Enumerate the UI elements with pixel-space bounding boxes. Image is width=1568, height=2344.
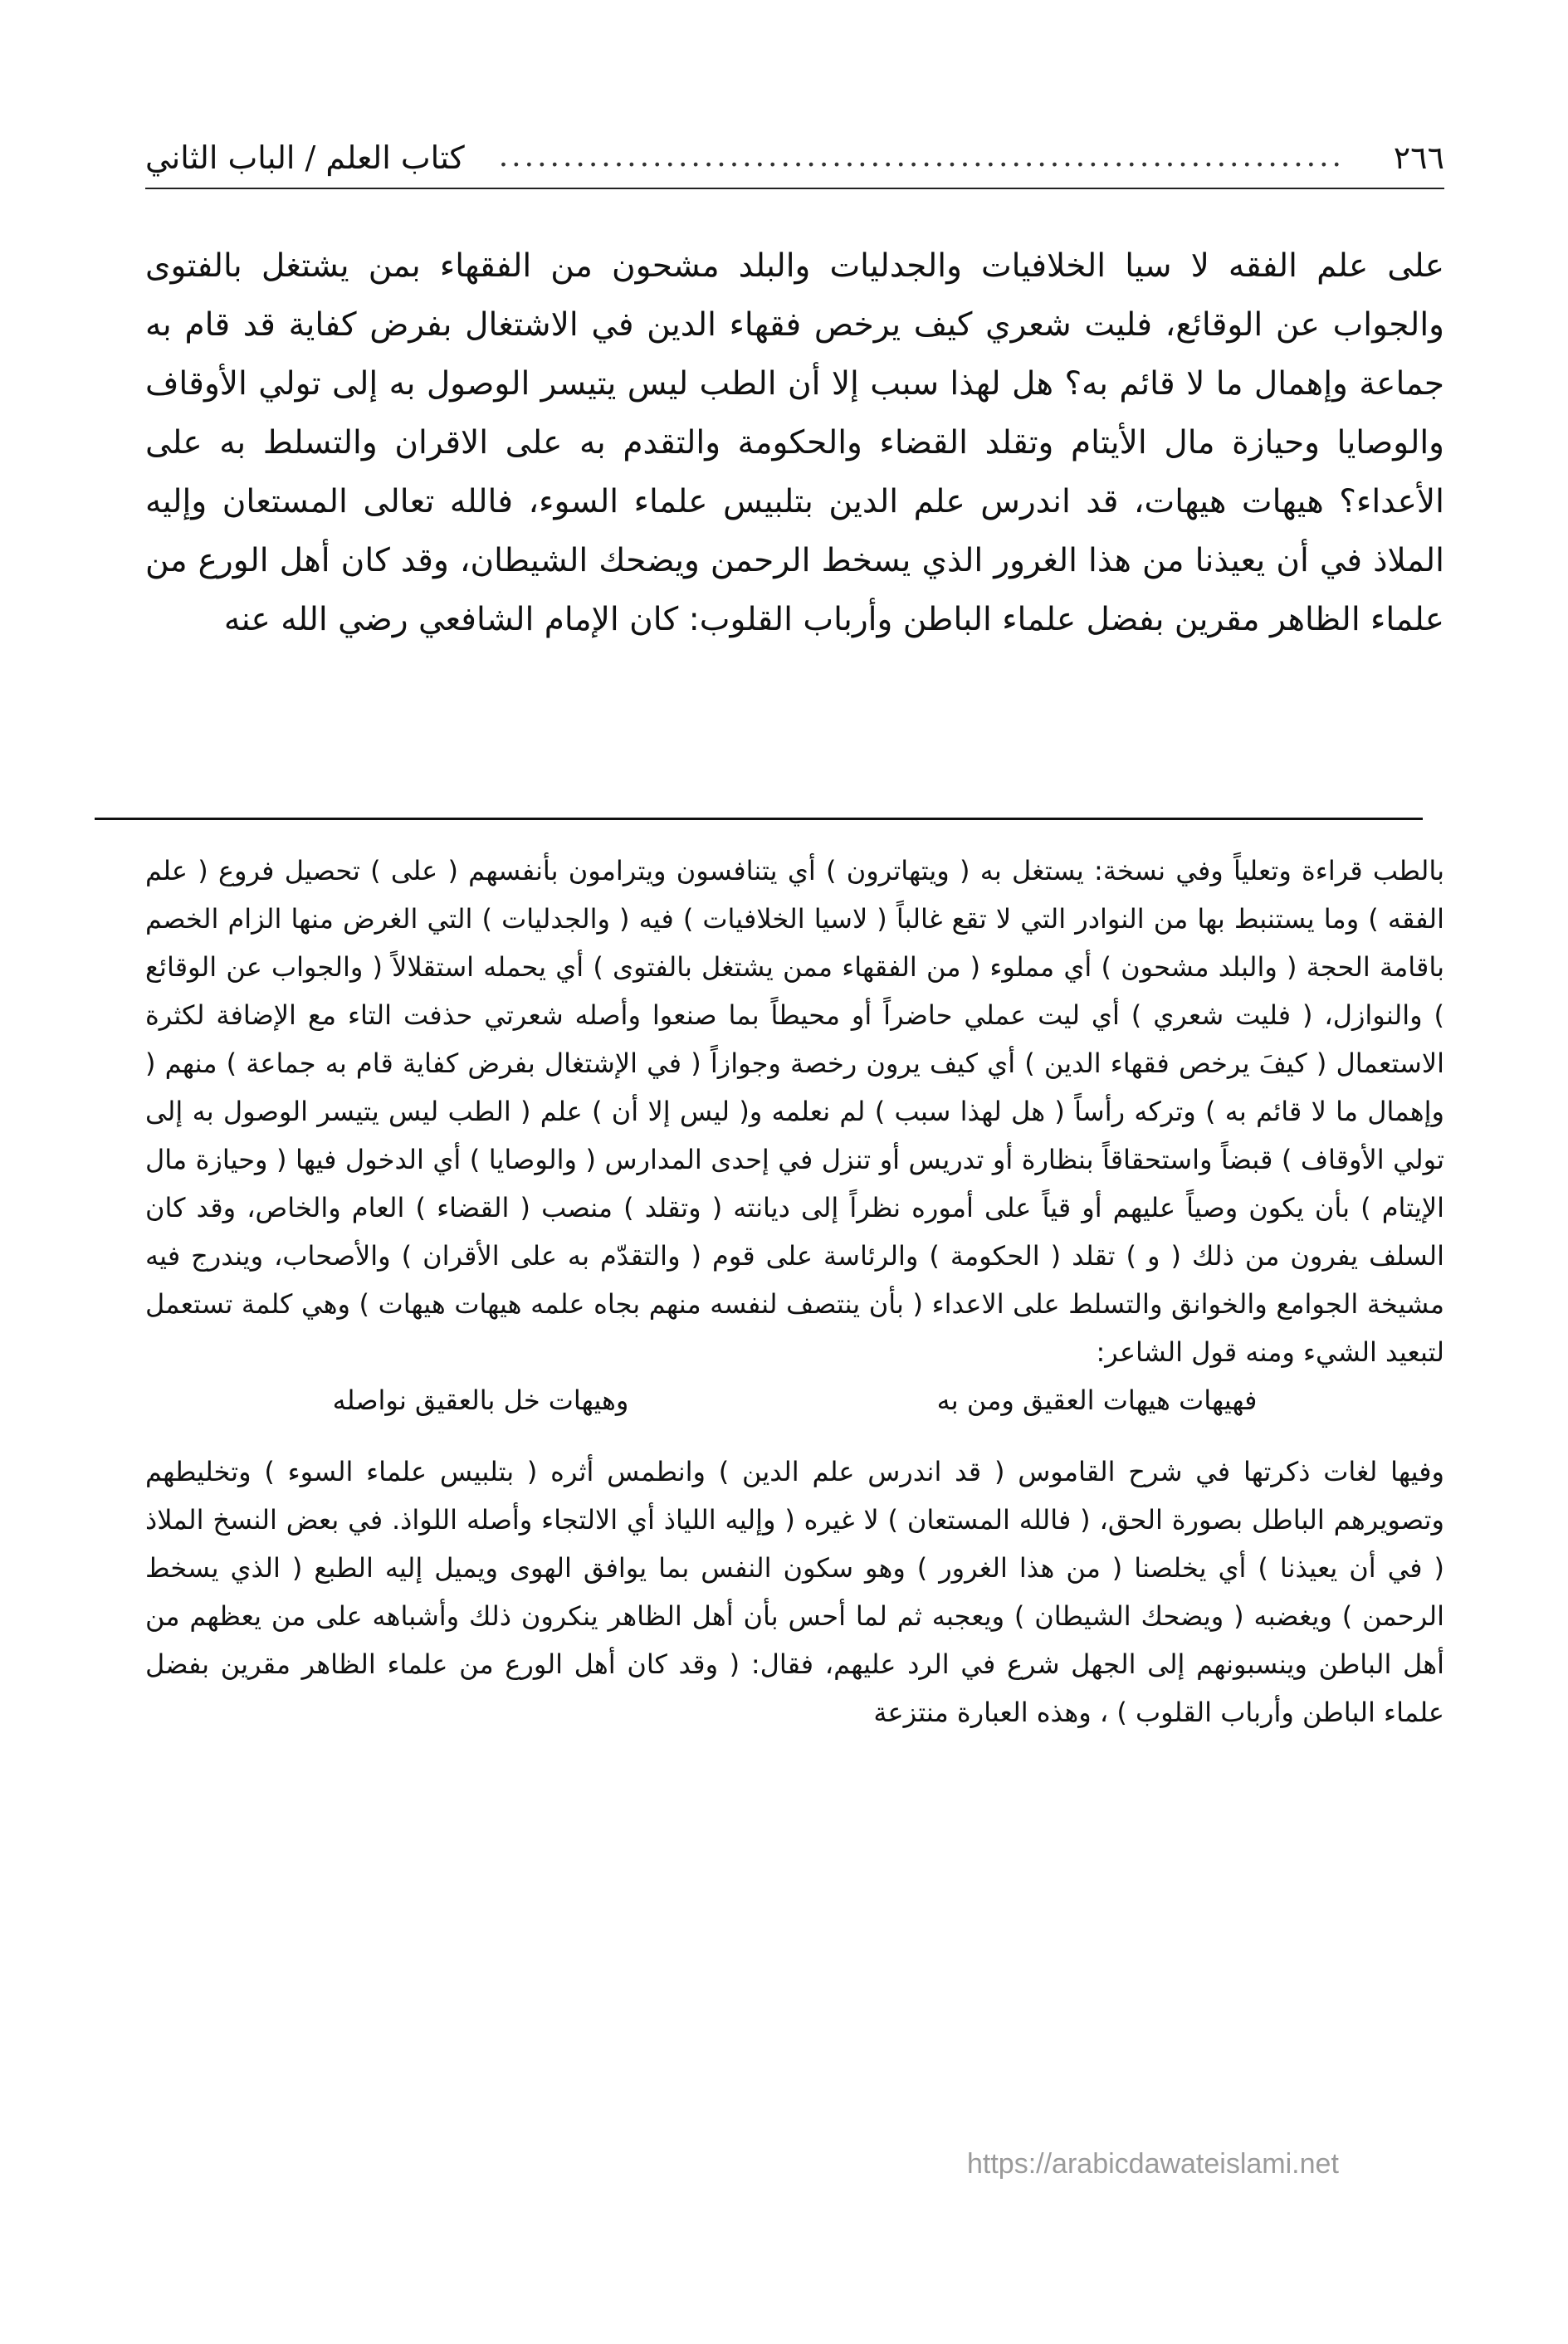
footnote-separator <box>95 818 1423 820</box>
poetry-verse <box>145 1376 1444 1424</box>
running-header <box>145 131 1444 189</box>
commentary-block <box>145 847 1444 1736</box>
main-text-block <box>145 237 1444 649</box>
header-rule <box>145 188 1444 189</box>
chapter-title: كتاب العلم / الباب الثاني <box>145 139 465 176</box>
verse-second-hemistich: وهيهات خل بالعقيق نواصله <box>332 1384 629 1416</box>
watermark-url: https://arabicdawateislami.net <box>967 2148 1339 2180</box>
main-paragraph: على علم الفقه لا سيا الخلافيات والجدليات والبلد مشحون من الفقهاء بمن يشتغل بالفتوى والجواب عن الوقائع، فليت شعري كيف يرخص فقهاء الدين في الاشتغال بفرض كفاية قد قام به جماعة وإهمال ما لا قائم به؟ هل لهذا سبب إلا أن الطب ليس يتيسر الوصول به إلى تولي الأوقاف والوصايا وحيازة مال الأيتام وتقلد القضاء والحكومة والتقدم به على الاقران والتسلط به على الأعداء؟ هيهات هيهات، قد اندرس علم الدين بتلبيس علماء السوء، فالله تعالى المستعان وإليه الملاذ في أن يعيذنا من هذا الغرور الذي يسخط الرحمن ويضحك الشيطان، وقد كان أهل الورع من علماء الظاهر مقرين بفضل علماء الباطن وأرباب القلوب: كان الإمام الشافعي رضي الله عنه <box>145 247 1444 638</box>
page-number: ٢٦٦ <box>1393 139 1444 176</box>
header-leader-dots: .................................................................. <box>498 139 1345 173</box>
commentary-paragraph-1: بالطب قراءة وتعلياً وفي نسخة: يستغل به ( ويتهاترون ) أي يتنافسون ويترامون بأنفسهم ( على ) تحصيل فروع ( علم الفقه ) وما يستنبط بها من النوادر التي لا تقع غالباً ( لاسيا الخلافيات ) فيه ( والجدليات ) التي الغرض منها الزام الخصم باقامة الحجة ( والبلد مشحون ) أي مملوء ( من الفقهاء ممن يشتغل بالفتوى ) أي يحمله استقلالاً ( والجواب عن الوقائع ) والنوازل، ( فليت شعري ) أي ليت عملي حاضراً أو محيطاً بما صنعوا وأصله شعرتي حذفت التاء مع الإضافة لكثرة الاستعمال ( كيفَ يرخص فقهاء الدين ) أي كيف يرون رخصة وجوازاً ( في الإشتغال بفرض كفاية قام به جماعة ) منهم ( وإهمال ما لا قائم به ) وتركه رأساً ( هل لهذا سبب ) لم نعلمه و( ليس إلا أن ) علم ( الطب ليس يتيسر الوصول به إلى تولي الأوقاف ) قبضاً واستحقاقاً بنظارة أو تدريس أو تنزل في إحدى المدارس ( والوصايا ) أي الدخول فيها ( وحيازة مال الإيتام ) بأن يكون وصياً عليهم أو قياً على أموره نظراً إلى ديانته ( وتقلد ) منصب ( القضاء ) العام والخاص، وقد كان السلف يفرون من ذلك ( و ) تقلد ( الحكومة ) والرئاسة على قوم ( والتقدّم به على الأقران ) والأصحاب، ويندرج فيه مشيخة الجوامع والخوانق والتسلط على الاعداء ( بأن ينتصف لنفسه منهم بجاه علمه هيهات هيهات ) وهي كلمة تستعمل لتبعيد الشيء ومنه قول الشاعر: <box>145 855 1444 1368</box>
commentary-paragraph-2: وفيها لغات ذكرتها في شرح القاموس ( قد اندرس علم الدين ) وانطمس أثره ( بتلبيس علماء السوء ) وتخليطهم وتصويرهم الباطل بصورة الحق، ( فالله المستعان ) لا غيره ( وإليه اللياذ أي الالتجاء وأصله اللواذ. في بعض النسخ الملاذ ( في أن يعيذنا ) أي يخلصنا ( من هذا الغرور ) وهو سكون النفس بما يوافق الهوى ويميل إليه الطبع ( الذي يسخط الرحمن ) ويغضبه ( ويضحك الشيطان ) ويعجبه ثم لما أحس بأن أهل الظاهر ينكرون ذلك وأشباهه على من يعظهم من أهل الباطن وينسبونهم إلى الجهل شرع في الرد عليهم، فقال: ( وقد كان أهل الورع من علماء الظاهر مقرين بفضل علماء الباطن وأرباب القلوب ) ، وهذه العبارة منتزعة <box>145 1456 1444 1728</box>
verse-first-hemistich: فهيهات هيهات العقيق ومن به <box>936 1384 1258 1416</box>
